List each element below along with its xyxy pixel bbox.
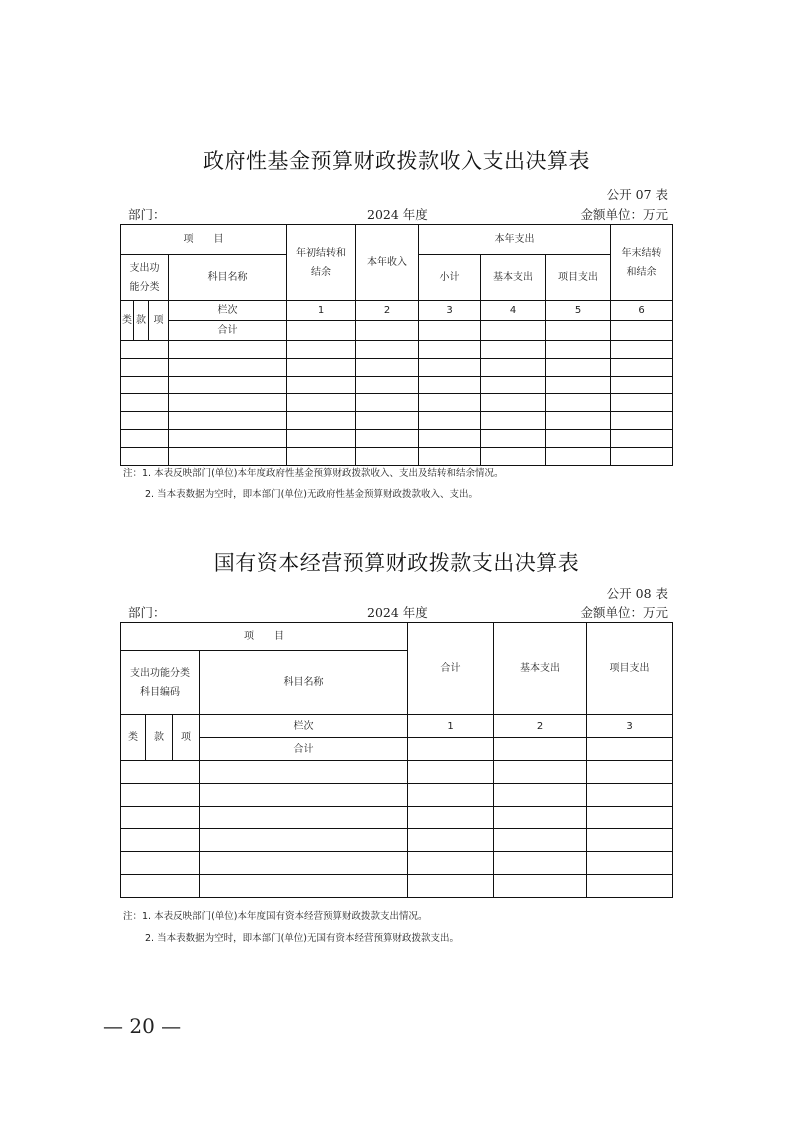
table1-code: 公开 07 表	[606, 187, 668, 202]
table-cell	[546, 394, 611, 412]
table-cell	[611, 394, 673, 412]
t1-header-subtotal: 小计	[419, 255, 481, 301]
t1-colnum-6: 6	[611, 301, 673, 321]
table-cell	[121, 376, 169, 394]
table-cell	[121, 341, 169, 359]
t1-closing-line1: 年末结转	[621, 247, 662, 259]
table1-title: 政府性基金预算财政拨款收入支出决算表	[203, 149, 590, 173]
table-cell	[419, 447, 481, 465]
table-cell	[587, 738, 673, 761]
t2-total-row	[121, 738, 673, 761]
table-row	[121, 806, 673, 829]
table-cell	[408, 829, 494, 852]
table-cell	[121, 852, 200, 875]
t1-func-line2: 能分类	[129, 281, 160, 293]
table-cell	[494, 806, 587, 829]
table-cell	[419, 358, 481, 376]
t1-opening-line2: 结余	[311, 266, 331, 278]
table-cell	[494, 761, 587, 784]
table-cell	[169, 358, 287, 376]
t1-header-subject-name: 科目名称	[169, 255, 287, 301]
t1-colnum-1: 1	[287, 301, 356, 321]
table-cell	[587, 783, 673, 806]
table-cell	[121, 429, 169, 447]
t1-column-index-label: 栏次	[169, 301, 287, 321]
t1-header-basic: 基本支出	[481, 255, 546, 301]
table-cell	[169, 412, 287, 430]
table1-year-label: 2024 年度	[367, 207, 428, 222]
table-cell	[169, 447, 287, 465]
table-cell	[611, 447, 673, 465]
table-cell	[481, 358, 546, 376]
table2-note-1: 注：1. 本表反映部门(单位)本年度国有资本经营预算财政拨款支出情况。	[123, 911, 428, 922]
table-cell	[546, 429, 611, 447]
t1-colnum-2: 2	[356, 301, 419, 321]
table2-dept-label: 部门：	[128, 605, 166, 620]
table-cell	[287, 429, 356, 447]
table-cell	[200, 829, 408, 852]
t1-total-label: 合计	[169, 321, 287, 341]
table-cell	[494, 852, 587, 875]
table-cell	[587, 852, 673, 875]
table-cell	[587, 806, 673, 829]
t2-func-line2: 科目编码	[140, 686, 180, 698]
table-cell	[494, 829, 587, 852]
table-cell	[169, 394, 287, 412]
table-cell	[419, 341, 481, 359]
t2-column-index-label: 栏次	[200, 715, 408, 738]
t2-header-xiang: 项	[173, 715, 200, 761]
t1-header-income: 本年收入	[356, 225, 419, 301]
t2-header-lei: 类	[121, 715, 146, 761]
t1-header-closing	[611, 225, 673, 301]
table-cell	[481, 341, 546, 359]
table-cell	[287, 321, 356, 341]
table-cell	[494, 783, 587, 806]
table-cell	[408, 738, 494, 761]
t2-total-label: 合计	[200, 738, 408, 761]
table-cell	[408, 852, 494, 875]
table2-note-2: 2. 当本表数据为空时，即本部门(单位)无国有资本经营预算财政拨款支出。	[145, 933, 459, 944]
table1-dept-label: 部门：	[128, 207, 166, 222]
table-cell	[200, 806, 408, 829]
table-cell	[121, 829, 200, 852]
table-cell	[356, 358, 419, 376]
t1-header-item: 项 目	[121, 225, 287, 255]
t1-colnum-4: 4	[481, 301, 546, 321]
t1-func-line1: 支出功	[129, 262, 160, 274]
t2-colnum-2: 2	[494, 715, 587, 738]
table-row	[121, 874, 673, 897]
table-cell	[494, 738, 587, 761]
table2-unit-label: 金额单位：万元	[580, 605, 668, 620]
t1-header-expense: 本年支出	[419, 225, 611, 255]
table-cell	[121, 761, 200, 784]
table-row	[121, 394, 673, 412]
table-cell	[356, 412, 419, 430]
table-cell	[419, 394, 481, 412]
table-cell	[611, 321, 673, 341]
table-row	[121, 447, 673, 465]
table-cell	[200, 761, 408, 784]
t1-total-row	[121, 321, 673, 341]
t1-header-kuan: 款	[134, 301, 149, 341]
table2-title: 国有资本经营预算财政拨款支出决算表	[213, 551, 580, 575]
t1-header-project: 项目支出	[546, 255, 611, 301]
table-row	[121, 358, 673, 376]
table1-note-2: 2. 当本表数据为空时，即本部门(单位)无政府性基金预算财政拨款收入、支出。	[145, 489, 478, 500]
t1-header-opening	[287, 225, 356, 301]
table-cell	[611, 341, 673, 359]
table-row	[121, 783, 673, 806]
t2-header-subject-name: 科目名称	[200, 651, 408, 715]
table-cell	[287, 358, 356, 376]
table-cell	[419, 321, 481, 341]
t1-closing-line2: 和结余	[626, 266, 657, 278]
table-cell	[287, 412, 356, 430]
table-cell	[121, 447, 169, 465]
table-row	[121, 852, 673, 875]
t2-colnum-3: 3	[587, 715, 673, 738]
table-cell	[169, 341, 287, 359]
table-cell	[287, 447, 356, 465]
table-cell	[121, 394, 169, 412]
t2-header-item: 项 目	[121, 623, 408, 651]
table-cell	[287, 394, 356, 412]
table-cell	[356, 447, 419, 465]
t2-header-kuan: 款	[146, 715, 173, 761]
table-cell	[419, 412, 481, 430]
table-cell	[546, 341, 611, 359]
table-row	[121, 761, 673, 784]
table-cell	[408, 874, 494, 897]
table-cell	[169, 429, 287, 447]
t1-colnum-3: 3	[419, 301, 481, 321]
table-cell	[481, 394, 546, 412]
t1-header-lei: 类	[121, 301, 134, 341]
t2-header-func-code	[121, 651, 200, 715]
table-cell	[121, 412, 169, 430]
table-cell	[356, 341, 419, 359]
page-number: — 20 —	[103, 1014, 182, 1038]
table-cell	[481, 321, 546, 341]
table-cell	[419, 376, 481, 394]
table-cell	[611, 358, 673, 376]
table-row	[121, 429, 673, 447]
table-row	[121, 376, 673, 394]
table-cell	[200, 852, 408, 875]
t1-header-xiang: 项	[149, 301, 169, 341]
t2-header-total: 合计	[408, 623, 494, 715]
table-row	[121, 829, 673, 852]
table-cell	[408, 806, 494, 829]
table-cell	[121, 358, 169, 376]
table-cell	[546, 358, 611, 376]
table-cell	[121, 783, 200, 806]
table-cell	[611, 376, 673, 394]
table1-unit-label: 金额单位：万元	[580, 207, 668, 222]
table-cell	[481, 447, 546, 465]
table1-note-1: 注：1. 本表反映部门(单位)本年度政府性基金预算财政拨款收入、支出及结转和结余情况。	[123, 468, 504, 479]
table-cell	[408, 761, 494, 784]
table-cell	[481, 412, 546, 430]
table-cell	[356, 394, 419, 412]
table2-code: 公开 08 表	[606, 586, 668, 601]
table-row	[121, 341, 673, 359]
table-cell	[611, 429, 673, 447]
t2-header-basic: 基本支出	[494, 623, 587, 715]
table-cell	[587, 761, 673, 784]
table-cell	[481, 429, 546, 447]
table2-year-label: 2024 年度	[367, 605, 428, 620]
table-cell	[611, 412, 673, 430]
table-cell	[546, 321, 611, 341]
table-cell	[546, 447, 611, 465]
table-cell	[200, 783, 408, 806]
t2-header-project: 项目支出	[587, 623, 673, 715]
table-cell	[587, 874, 673, 897]
table-cell	[587, 829, 673, 852]
table-cell	[121, 806, 200, 829]
table2	[120, 622, 673, 898]
table-cell	[200, 874, 408, 897]
table-cell	[169, 376, 287, 394]
table-row	[121, 412, 673, 430]
table-cell	[356, 429, 419, 447]
table-cell	[287, 376, 356, 394]
table1	[120, 224, 673, 466]
t1-empty-rows	[121, 341, 673, 466]
table-cell	[121, 874, 200, 897]
table-cell	[546, 376, 611, 394]
table-cell	[481, 376, 546, 394]
table-cell	[356, 376, 419, 394]
t2-empty-rows	[121, 761, 673, 898]
table-cell	[356, 321, 419, 341]
t1-opening-line1: 年初结转和	[296, 247, 346, 259]
table-cell	[494, 874, 587, 897]
t1-colnum-5: 5	[546, 301, 611, 321]
table-cell	[287, 341, 356, 359]
table-cell	[419, 429, 481, 447]
t2-colnum-1: 1	[408, 715, 494, 738]
table-cell	[408, 783, 494, 806]
t1-header-func-class	[121, 255, 169, 301]
table-cell	[546, 412, 611, 430]
t2-func-line1: 支出功能分类	[130, 667, 190, 679]
